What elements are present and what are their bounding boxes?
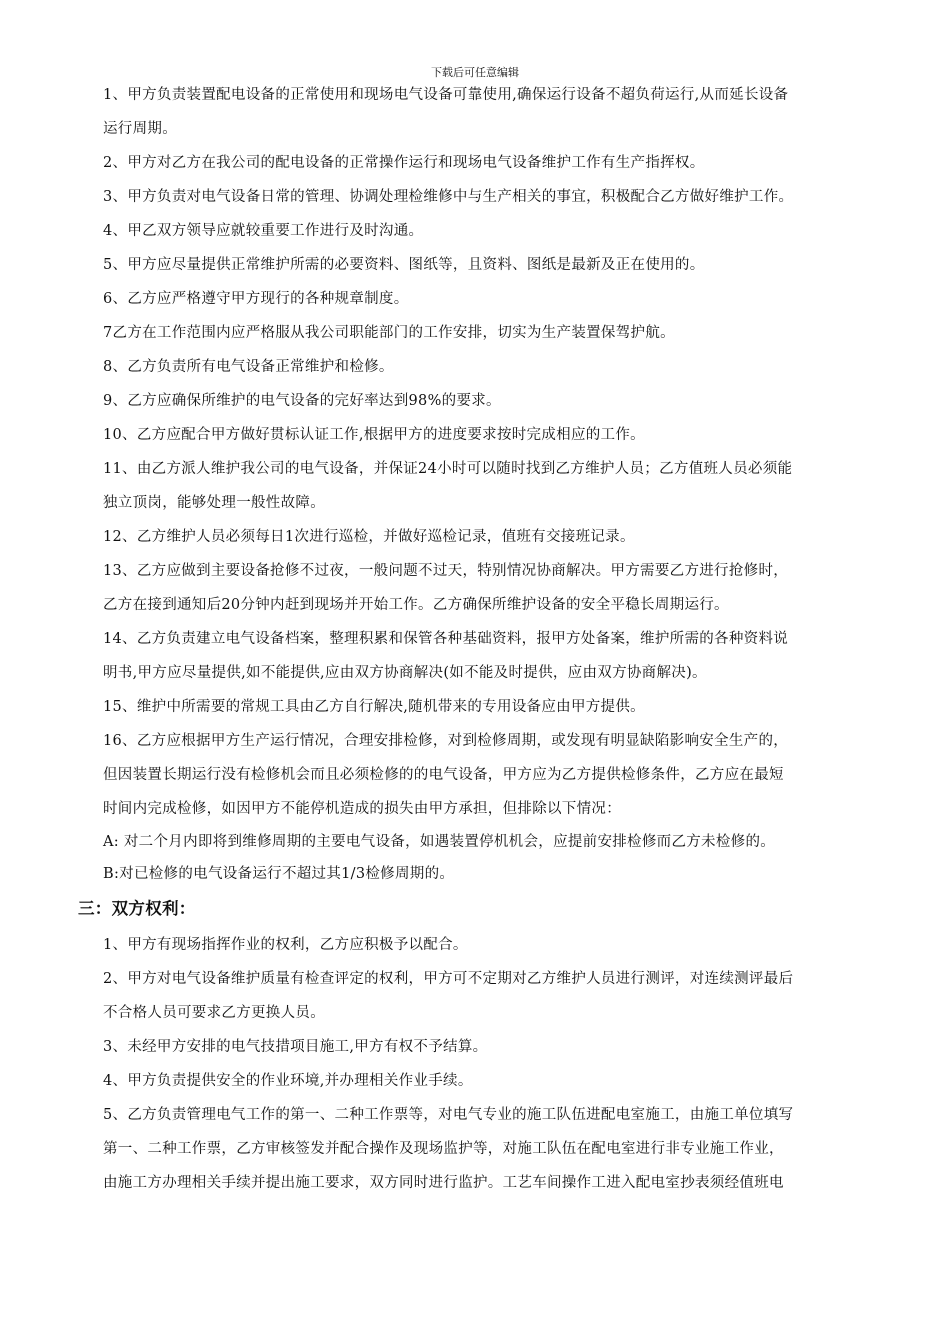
- paragraph-line: 明书,甲方应尽量提供,如不能提供,应由双方协商解决(如不能及时提供，应由双方协商解决)。: [103, 665, 707, 681]
- paragraph-line: 8、乙方负责所有电气设备正常维护和检修。: [103, 359, 394, 375]
- paragraph-line: 5、乙方负责管理电气工作的第一、二种工作票等，对电气专业的施工队伍进配电室施工，由施工单位填写: [103, 1107, 794, 1123]
- paragraph-line: 运行周期。: [103, 121, 177, 137]
- paragraph-line: 2、甲方对乙方在我公司的配电设备的正常操作运行和现场电气设备维护工作有生产指挥权。: [103, 155, 705, 171]
- paragraph-line: 第一、二种工作票，乙方审核签发并配合操作及现场监护等，对施工队伍在配电室进行非专业施工作业，: [103, 1141, 784, 1157]
- paragraph-line: 不合格人员可要求乙方更换人员。: [103, 1005, 325, 1021]
- paragraph-line: 14、乙方负责建立电气设备档案，整理积累和保管各种基础资料，报甲方处备案，维护所需的各种资料说: [103, 631, 789, 647]
- paragraph-line: 但因装置长期运行没有检修机会而且必须检修的的电气设备，甲方应为乙方提供检修条件，乙方应在最短: [103, 767, 784, 783]
- section-title: 三：双方权利：: [78, 899, 196, 918]
- paragraph-line: 4、甲乙双方领导应就较重要工作进行及时沟通。: [103, 223, 424, 239]
- paragraph-line: 6、乙方应严格遵守甲方现行的各种规章制度。: [103, 291, 409, 307]
- paragraph-line: 12、乙方维护人员必须每日1次进行巡检，并做好巡检记录，值班有交接班记录。: [103, 529, 635, 545]
- paragraph-line: 16、乙方应根据甲方生产运行情况，合理安排检修，对到检修周期，或发现有明显缺陷影响安全生产的，: [103, 733, 789, 749]
- paragraph-line: 10、乙方应配合甲方做好贯标认证工作,根据甲方的进度要求按时完成相应的工作。: [103, 427, 645, 443]
- paragraph-line: 1、甲方有现场指挥作业的权利，乙方应积极予以配合。: [103, 937, 468, 953]
- paragraph-line: 独立顶岗，能够处理一般性故障。: [103, 495, 325, 511]
- paragraph-line: 3、未经甲方安排的电气技措项目施工,甲方有权不予结算。: [103, 1039, 488, 1055]
- page-header: 下载后可任意编辑: [431, 66, 519, 79]
- paragraph-line: 3、甲方负责对电气设备日常的管理、协调处理检维修中与生产相关的事宜，积极配合乙方做好维护工作。: [103, 189, 794, 205]
- paragraph-line: 4、甲方负责提供安全的作业环境,并办理相关作业手续。: [103, 1073, 473, 1089]
- paragraph-line: 7乙方在工作范围内应严格服从我公司职能部门的工作安排，切实为生产装置保驾护航。: [103, 325, 675, 341]
- paragraph-line: 15、维护中所需要的常规工具由乙方自行解决,随机带来的专用设备应由甲方提供。: [103, 699, 645, 715]
- paragraph-line: 乙方在接到通知后20分钟内赶到现场并开始工作。乙方确保所维护设备的安全平稳长周期运行。: [103, 597, 729, 613]
- document-body: [78, 78, 883, 1200]
- paragraph-line: 11、由乙方派人维护我公司的电气设备，并保证24小时可以随时找到乙方维护人员；乙方值班人员必须能: [103, 461, 793, 477]
- paragraph-line: 时间内完成检修，如因甲方不能停机造成的损失由甲方承担，但排除以下情况：: [103, 801, 621, 817]
- paragraph-line: 由施工方办理相关手续并提出施工要求，双方同时进行监护。工艺车间操作工进入配电室抄表须经值班电: [103, 1175, 784, 1191]
- paragraph-line: 13、乙方应做到主要设备抢修不过夜，一般问题不过天，特别情况协商解决。甲方需要乙方进行抢修时，: [103, 563, 789, 579]
- paragraph-line: 9、乙方应确保所维护的电气设备的完好率达到98%的要求。: [103, 393, 501, 409]
- paragraph-line: 2、甲方对电气设备维护质量有检查评定的权利，甲方可不定期对乙方维护人员进行测评，对连续测评最后: [103, 971, 794, 987]
- paragraph-line: A: 对二个月内即将到维修周期的主要电气设备，如遇装置停机机会，应提前安排检修而乙方未检修的。: [103, 834, 776, 850]
- paragraph-line: 1、甲方负责装置配电设备的正常使用和现场电气设备可靠使用,确保运行设备不超负荷运行,从而延长设备: [103, 87, 789, 103]
- paragraph-line: B:对已检修的电气设备运行不超过其1/3检修周期的。: [103, 866, 455, 882]
- paragraph-line: 5、甲方应尽量提供正常维护所需的必要资料、图纸等，且资料、图纸是最新及正在使用的。: [103, 257, 705, 273]
